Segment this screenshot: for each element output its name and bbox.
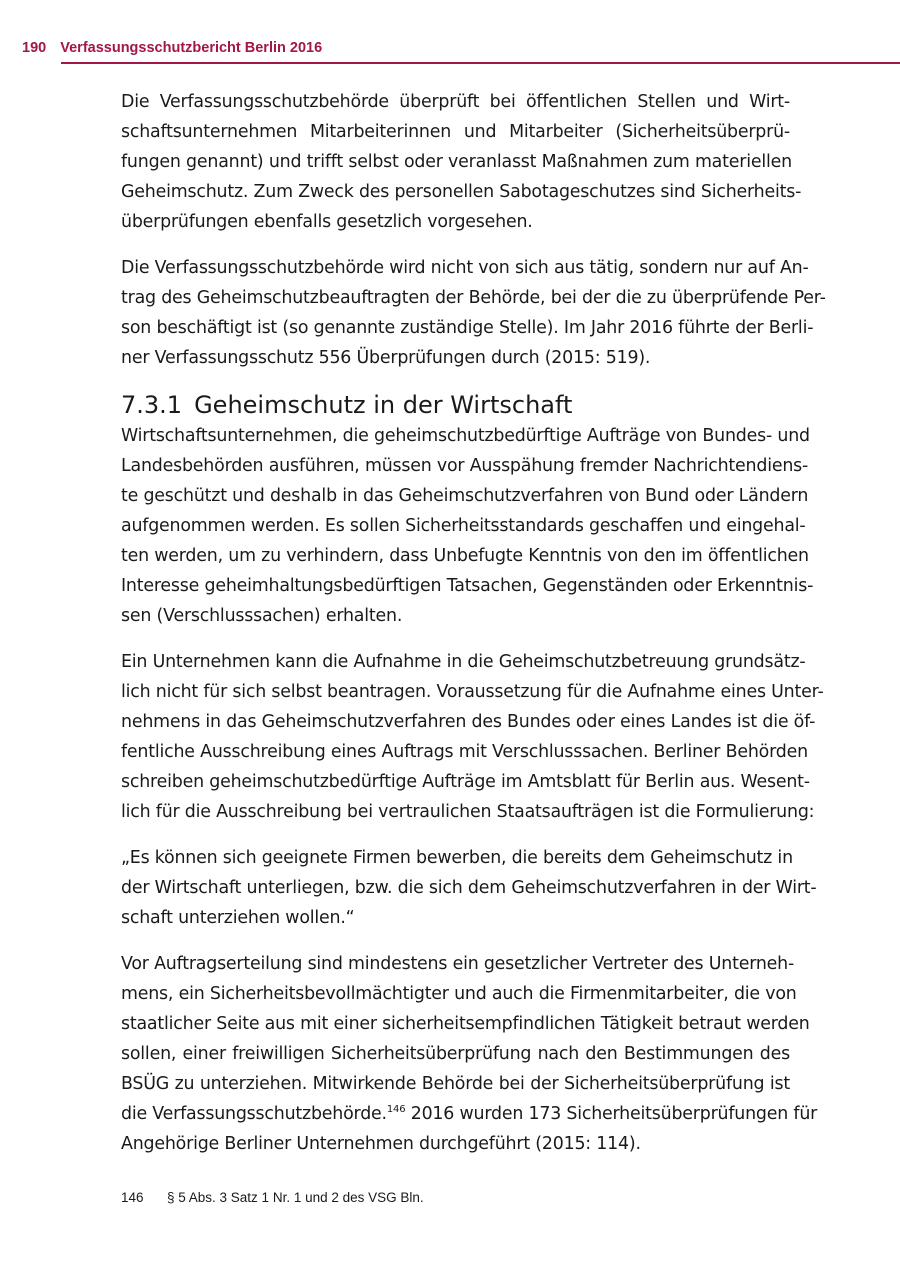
text-line: ten werden, um zu verhindern, dass Unbefugte Kenntnis von den im öffentlichen [121, 546, 809, 566]
paragraph [121, 843, 817, 933]
text-line: Landesbehörden ausführen, müssen vor Ausspähung fremder Nachrichtendiens- [121, 456, 809, 476]
text-line: staatlicher Seite aus mit einer sicherheitsempfindlichen Tätigkeit betraut werden [121, 1014, 810, 1034]
section-heading [121, 389, 790, 421]
text-line: Die Verfassungsschutzbehörde überprüft bei öffentlichen Stellen und Wirt- [121, 92, 790, 112]
text-line: BSÜG zu unterziehen. Mitwirkende Behörde bei der Sicherheitsüberprüfung ist [121, 1074, 790, 1094]
running-header [22, 40, 322, 56]
footnote [121, 1190, 424, 1205]
text-line: Vor Auftragserteilung sind mindestens ein gesetzlicher Vertreter des Unterneh- [121, 954, 795, 974]
text-line: mens, ein Sicherheitsbevollmächtigter und auch die Firmenmitarbeiter, die von [121, 984, 797, 1004]
paragraph [121, 253, 826, 373]
text-line: aufgenommen werden. Es sollen Sicherheitsstandards geschaffen und eingehal- [121, 516, 806, 536]
section-title: Geheimschutz in der Wirtschaft [194, 391, 573, 419]
text-line: schreiben geheimschutzbedürftige Aufträge im Amtsblatt für Berlin aus. Wesent- [121, 772, 810, 792]
paragraph [121, 421, 814, 631]
text-line: Wirtschaftsunternehmen, die geheimschutzbedürftige Aufträge von Bundes- und [121, 426, 810, 446]
footnote-marker[interactable]: 146 [386, 1104, 406, 1115]
text-line: trag des Geheimschutzbeauftragten der Behörde, bei der die zu überprüfende Per- [121, 288, 826, 308]
text-line: Die Verfassungsschutzbehörde wird nicht von sich aus tätig, sondern nur auf An- [121, 258, 809, 278]
text-line: lich für die Ausschreibung bei vertraulichen Staatsaufträgen ist die Formulierung: [121, 802, 815, 822]
footnote-number: 146 [121, 1190, 144, 1205]
text-line: fentliche Ausschreibung eines Auftrags mit Verschlusssachen. Berliner Behörden [121, 742, 808, 762]
paragraph [121, 647, 824, 827]
text-segment: 2016 wurden 173 Sicherheitsüberprüfungen für [405, 1104, 818, 1124]
text-line: Ein Unternehmen kann die Aufnahme in die Geheimschutzbetreuung grundsätz- [121, 652, 806, 672]
paragraph [121, 949, 818, 1159]
text-line: Geheimschutz. Zum Zweck des personellen Sabotageschutzes sind Sicherheits- [121, 182, 802, 202]
paragraphs-before [121, 87, 826, 373]
text-line: sen (Verschlusssachen) erhalten. [121, 606, 403, 626]
text-line: ner Verfassungsschutz 556 Überprüfungen durch (2015: 519). [121, 348, 651, 368]
body-text [121, 87, 826, 1175]
text-line: te geschützt und deshalb in das Geheimschutzverfahren von Bund oder Ländern [121, 486, 809, 506]
text-line: schaftsunternehmen Mitarbeiterinnen und Mitarbeiter (Sicherheitsüberprü- [121, 122, 790, 142]
text-line: son beschäftigt ist (so genannte zuständige Stelle). Im Jahr 2016 führte der Berli- [121, 318, 814, 338]
text-line: Angehörige Berliner Unternehmen durchgeführt (2015: 114). [121, 1134, 641, 1154]
footnote-text: § 5 Abs. 3 Satz 1 Nr. 1 und 2 des VSG Bln. [167, 1190, 424, 1205]
section-number: 7.3.1 [121, 391, 183, 419]
text-line: schaft unterziehen wollen.“ [121, 908, 355, 928]
publication-title: Verfassungsschutzbericht Berlin 2016 [60, 40, 323, 56]
text-line: Interesse geheimhaltungsbedürftigen Tatsachen, Gegenständen oder Erkenntnis- [121, 576, 814, 596]
text-line: nehmens in das Geheimschutzverfahren des Bundes oder eines Landes ist die öf- [121, 712, 816, 732]
text-line: fungen genannt) und trifft selbst oder veranlasst Maßnahmen zum materiellen [121, 152, 792, 172]
text-line: lich nicht für sich selbst beantragen. Voraussetzung für die Aufnahme eines Unter- [121, 682, 824, 702]
paragraphs-after [121, 421, 824, 933]
header-rule [61, 62, 900, 64]
paragraph [121, 87, 802, 237]
text-line: sollen, einer freiwilligen Sicherheitsüberprüfung nach den Bestimmungen des [121, 1044, 790, 1064]
text-line [121, 1099, 818, 1129]
text-segment: die Verfassungsschutzbehörde. [121, 1104, 387, 1124]
page-number: 190 [22, 40, 47, 56]
text-line: der Wirtschaft unterliegen, bzw. die sich dem Geheimschutzverfahren in der Wirt- [121, 878, 817, 898]
text-line: „Es können sich geeignete Firmen bewerben, die bereits dem Geheimschutz in [121, 848, 793, 868]
text-line: überprüfungen ebenfalls gesetzlich vorgesehen. [121, 212, 533, 232]
